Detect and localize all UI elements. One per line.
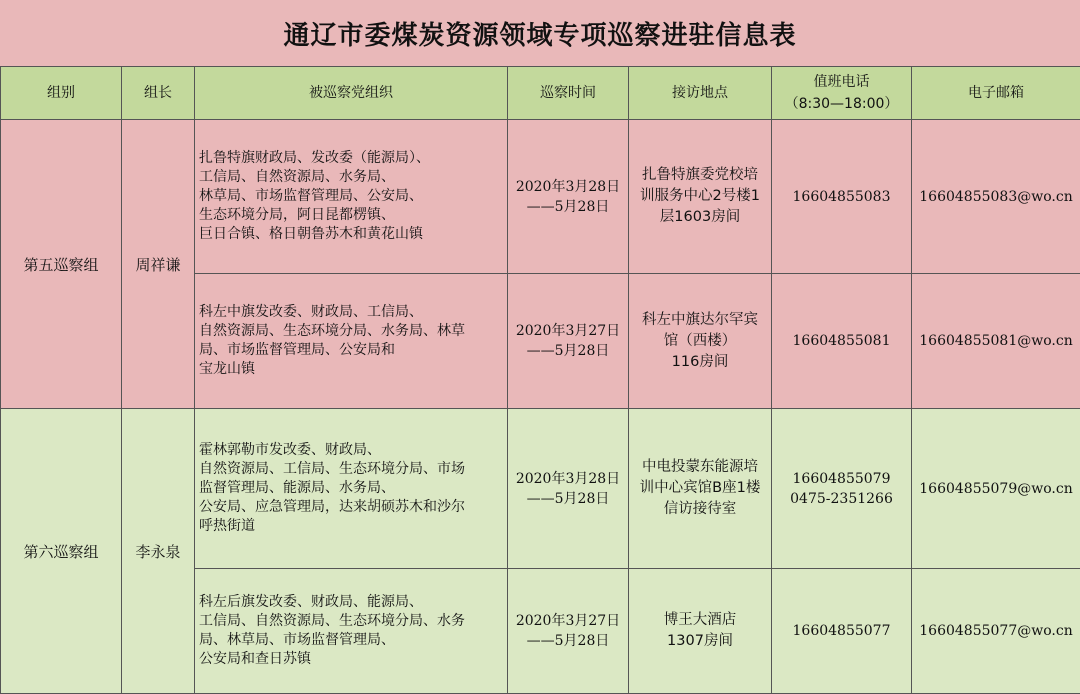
table-title: 通辽市委煤炭资源领域专项巡察进驻信息表 (0, 0, 1080, 67)
table-row (1, 409, 1080, 569)
header-time: 巡察时间 (508, 67, 629, 120)
phone-cell: 16604855081 (772, 274, 912, 409)
header-place: 接访地点 (629, 67, 772, 120)
header-email: 电子邮箱 (912, 67, 1080, 120)
phone-cell: 16604855079 0475-2351266 (772, 409, 912, 569)
email-cell: 16604855077@wo.cn (912, 569, 1080, 694)
place-cell: 中电投蒙东能源培 训中心宾馆B座1楼 信访接待室 (629, 409, 772, 569)
header-row (1, 67, 1080, 120)
group-name: 第六巡察组 (1, 409, 122, 694)
email-cell: 16604855079@wo.cn (912, 409, 1080, 569)
table-row (1, 120, 1080, 274)
header-phone: 值班电话 （8:30—18:00） (772, 67, 912, 120)
time-cell: 2020年3月28日 ——5月28日 (508, 120, 629, 274)
inspection-info-table (0, 66, 1080, 694)
phone-cell: 16604855077 (772, 569, 912, 694)
header-group: 组别 (1, 67, 122, 120)
group-leader: 李永泉 (122, 409, 195, 694)
group-leader: 周祥谦 (122, 120, 195, 409)
email-cell: 16604855081@wo.cn (912, 274, 1080, 409)
time-cell: 2020年3月27日 ——5月28日 (508, 569, 629, 694)
phone-cell: 16604855083 (772, 120, 912, 274)
email-cell: 16604855083@wo.cn (912, 120, 1080, 274)
org-cell: 霍林郭勒市发改委、财政局、 自然资源局、工信局、生态环境分局、市场 监督管理局、能源局、水务局、 公安局、应急管理局，达来胡硕苏木和沙尔 呼热街道 (195, 409, 508, 569)
header-org: 被巡察党组织 (195, 67, 508, 120)
time-cell: 2020年3月28日 ——5月28日 (508, 409, 629, 569)
place-cell: 扎鲁特旗委党校培 训服务中心2号楼1 层1603房间 (629, 120, 772, 274)
place-cell: 博王大酒店 1307房间 (629, 569, 772, 694)
header-leader: 组长 (122, 67, 195, 120)
group-name: 第五巡察组 (1, 120, 122, 409)
org-cell: 扎鲁特旗财政局、发改委（能源局）、 工信局、自然资源局、水务局、 林草局、市场监督管理局、公安局、 生态环境分局，阿日昆都楞镇、 巨日合镇、格日朝鲁苏木和黄花山镇 (195, 120, 508, 274)
org-cell: 科左中旗发改委、财政局、工信局、 自然资源局、生态环境分局、水务局、林草 局、市场监督管理局、公安局和 宝龙山镇 (195, 274, 508, 409)
org-cell: 科左后旗发改委、财政局、能源局、 工信局、自然资源局、生态环境分局、水务 局、林草局、市场监督管理局、 公安局和查日苏镇 (195, 569, 508, 694)
time-cell: 2020年3月27日 ——5月28日 (508, 274, 629, 409)
place-cell: 科左中旗达尔罕宾 馆（西楼） 116房间 (629, 274, 772, 409)
